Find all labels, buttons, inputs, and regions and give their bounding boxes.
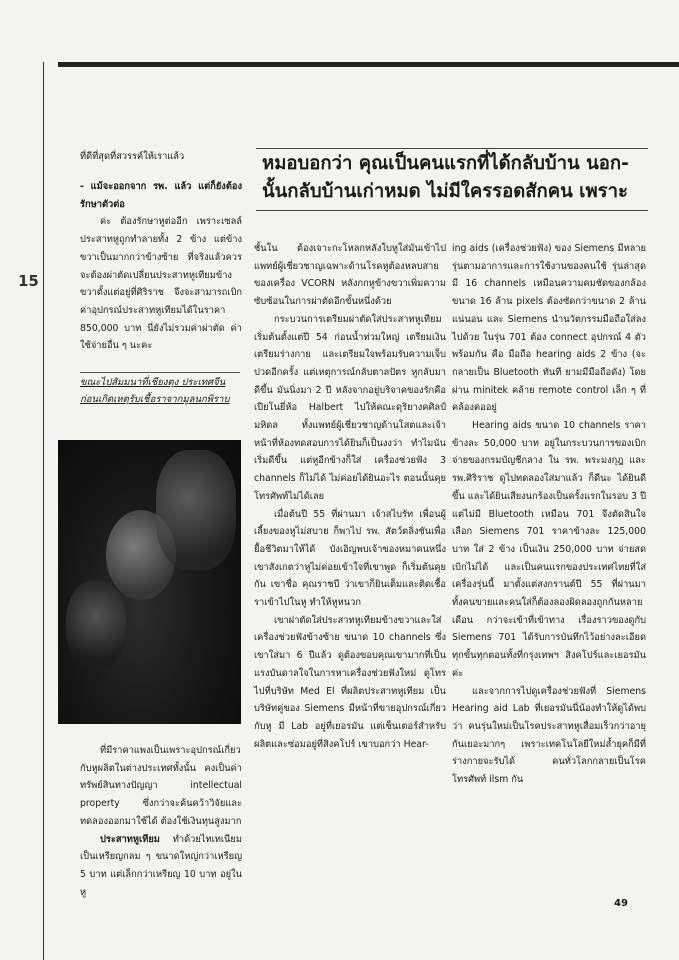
col3-p3: และจากการไปดูเครื่องช่วยฟังที่ Siemens Hearing aid Lab ที่เยอรมันนี่น้องทำให้ดูได้พบว่า คนรุ่นใหม่เป็นโรคประสาทหูเสื่อมเร็วกว่าอายุกันเยอะมากๆ เพราะเทคโนโลยีใหม่ล้ำยุคก็มีที่ร่างกายจะรับได้ คนทั่วโลกกลายเป็นโรคโทรศัพท์ ilsm กัน [452,685,646,786]
paragraph-price: ที่มีราคาแพงเป็นเพราะอุปกรณ์เกี่ยวกับหูผลิตในต่างประเทศทั้งนั้น คงเป็นค่าทรัพย์สินทางปัญญา intellectual property ซึ่งกว่าจะค้นคว้าวิจัยและทดลองออกมาใช้ได้ ต้องใช้เงินทุนสูงมาก [80,745,242,827]
question-1: - แม้จะออกจาก รพ. แล้ว แต่ก็ยังต้องรักษาตัวต่อ [80,181,242,210]
col2-p3: เมื่อต้นปี 55 ที่ผ่านมา เจ้าสไบรัท เพื่อนผู้เลี้ยงของหูไม่สบาย ก็พาไป รพ. สัตว์ตลิ่งชันเพื่อยื้อชีวิตมาให้ได้ บังเอิญพบเจ้าของหมาคนหนึ่ง เขาสังเกตว่าหูไม่ค่อยเข้าใจที่เขาพูด ก็เริ่มต้นคุยกัน เขาชื่อ คุณราชบี ว่าเขาก็ยินเต็มและติดเชื้อราเข้าไปในหู ทำให้หูหนวก [254,508,446,609]
answer-1: ค่ะ ต้องรักษาหูต่ออีก เพราะเซลล์ประสาทหูถูกทำลายทั้ง 2 ข้าง แต่ข้างขวาเป็นมากกว่าข้างซ้าย ที่จริงแล้วควรจะต้องผ่าตัดเปลี่ยนประสาทหูเทียมข้างขวาตั้งแต่อยู่ที่ศิริราช จึงจะสามารถเบิกค่าอุปกรณ์ประสาทหูเทียมได้ในราคา 850,000 บาท นี่ยังไม่รวมค่าผ่าตัด ค่าใช้จ่ายอื่น ๆ นะคะ [80,216,242,352]
col2-p1: ชั้นใน ต้องเจาะกะโหลกหลังใบหูใส่มันเข้าไป แพทย์ผู้เชี่ยวชาญเฉพาะด้านโรคหูต้องหลบสายของเครื่อง VCORN หลังกกหูข้างขวาเพิ่มความซับซ้อนในการผ่าตัดอีกขั้นหนึ่งด้วย [254,243,446,308]
column-1-lead [80,148,242,166]
headline-rule-top [256,148,648,149]
paragraph-implant [80,831,242,902]
top-bar-rule [58,62,679,67]
col2-p2: กระบวนการเตรียมผ่าตัดใส่ประสาทหูเทียมเริ่มต้นตั้งแต่ปี 54 ก่อนน้ำท่วมใหญ่ เตรียมเงิน เตรียมร่างกาย และเตรียมใจพร้อมรับความเจ็บปวดอีกครั้ง แต่เหตุการณ์กลับตาลปัตร หูกลับมาดีขึ้น มันนิ่งมา 2 ปี หลังจากอยู่บริจาคของรักคือ เปียโนยี่ห้อ Halbert ไปให้คณะดุริยางคศิลป์ มหิดล ทั้งแพทย์ผู้เชี่ยวชาญด้านโสตและเจ้าหน้าที่ห้องทดสอบการได้ยินก็เป็นงงว่า ทำไมนัน เริ่มดีขึ้น แต่หูอีกข้างก็ใส่ เครื่องช่วยฟัง 3 channels ก็ไม่ได้ ไม่ค่อยได้ยินอะไร ตอนนั้นคุยโทรศัพท์ไม่ได้เลย [254,313,446,502]
implant-term: ประสาทหูเทียม [100,833,160,845]
col2-p4: เขาผ่าตัดใส่ประสาทหูเทียมข้างขวาและใส่เครื่องช่วยฟังข้างซ้าย ขนาด 10 channels ซึ่งเขาใส่มา 6 ปีแล้ว ดูต้องขอบคุณเขามากที่เป็นแรงบันดาลใจในการหาเครื่องช่วยฟังใหม่ ดูโทรไปที่บริษัท Med El ที่ผลิตประสาทหูเทียม เป็นบริษัทคู่ของ Siemens มีหน้าที่ขายอุปกรณ์เกี่ยวกับหู มี Lab อยู่ที่เยอรมัน แต่เซ็นเตอร์สำหรับผลิตและซ่อมอยู่ที่สิงคโปร์ เขาบอกว่า Hear- [254,614,446,750]
left-margin-rule [43,62,44,960]
lead-line: ที่ดีที่สุดที่สวรรค์ให้เราแล้ว [80,151,185,162]
col3-p1: ing aids (เครื่องช่วยฟัง) ของ Siemens มีหลายรุ่นตามอาการและการใช้งานของคนใช้ รุ่นล่าสุดมี 16 channels เหมือนความคมชัดของกล้องขนาด 16 ล้าน pixels ต้องซัดกว่าขนาด 2 ล้านแน่นอน และ Siemens นำนวัตกรรมมือถือใส่ลงไปด้วย ในรุ่น 701 ต้อง connect อุปกรณ์ 4 ตัว พร้อมกัน คือ มือถือ hearing aids 2 ข้าง (จะกลายเป็น Bluetooth ทันที ยามมีมือถือดัง) โดยผ่าน minitek คล้าย remote control เล็ก ๆ ที่คล้องคออยู่ [452,243,646,414]
column-1-bottom [80,742,242,901]
column-3 [452,240,646,789]
column-2 [254,240,446,753]
headline-rule-bottom [256,210,648,211]
page-side-mark: 15 [18,272,39,290]
implant-text: ทำด้วยไทเทเนียมเป็นเหรียญกลม ๆ ขนาดใหญ่กว่าเหรียญ 5 บาท แต่เล็กกว่าเหรียญ 10 บาท อยู่ในหู [80,833,242,898]
caption-rule [80,372,240,373]
column-1-top [80,178,242,355]
headline: หมอบอกว่า คุณเป็นคนแรกที่ได้กลับบ้าน นอก-นั้นกลับบ้านเก่าหมด ไม่มีใครรอดสักคน เพราะ [262,153,629,202]
photo-caption: ขณะไปสัมมนาที่เชียงตุง ประเทศจีน ก่อนเกิดเหตุรับเชื้อราจากมูลนกพิราบ [80,377,230,405]
photo [58,440,241,724]
page-number: 49 [614,898,628,909]
col3-p2: Hearing aids ขนาด 10 channels ราคาข้างละ 50,000 บาท อยู่ในกระบวนการของเบิกจ่ายของกรมบัญชีกลาง ใน รพ. พระมงกุฎ และ รพ.ศิริราช ดูไปทดลองใส่มาแล้ว ก็ดีนะ ได้ยินดีขึ้น และได้ยินเสียงนกร้องเป็นครั้งแรกในรอบ 3 ปี แต่ไม่มี Bluetooth เหมือน 701 จึงตัดสินใจเลือก Siemens 701 ราคาข้างละ 125,000 บาท ใส่ 2 ข้าง เป็นเงิน 250,000 บาท จ่ายสดเบิกไม่ได้ และเป็นคนแรกของประเทศไทยที่ใส่เครื่องรุ่นนี้ มาตั้งแต่สงกรานต์ปี 55 ที่ผ่านมา ทั้งคนขายและคนใส่ก็ต้องลองผิดลองถูกกันหลายเดือน กว่าจะเข้าที่เข้าทาง เรื่องราวของดูกับ Siemens 701 ได้รับการบันทึกไว้อย่างละเอียดทุกขั้นทุกตอนทั้งที่กรุงเทพฯ สิงคโปร์และเยอรมันค่ะ [452,420,646,679]
